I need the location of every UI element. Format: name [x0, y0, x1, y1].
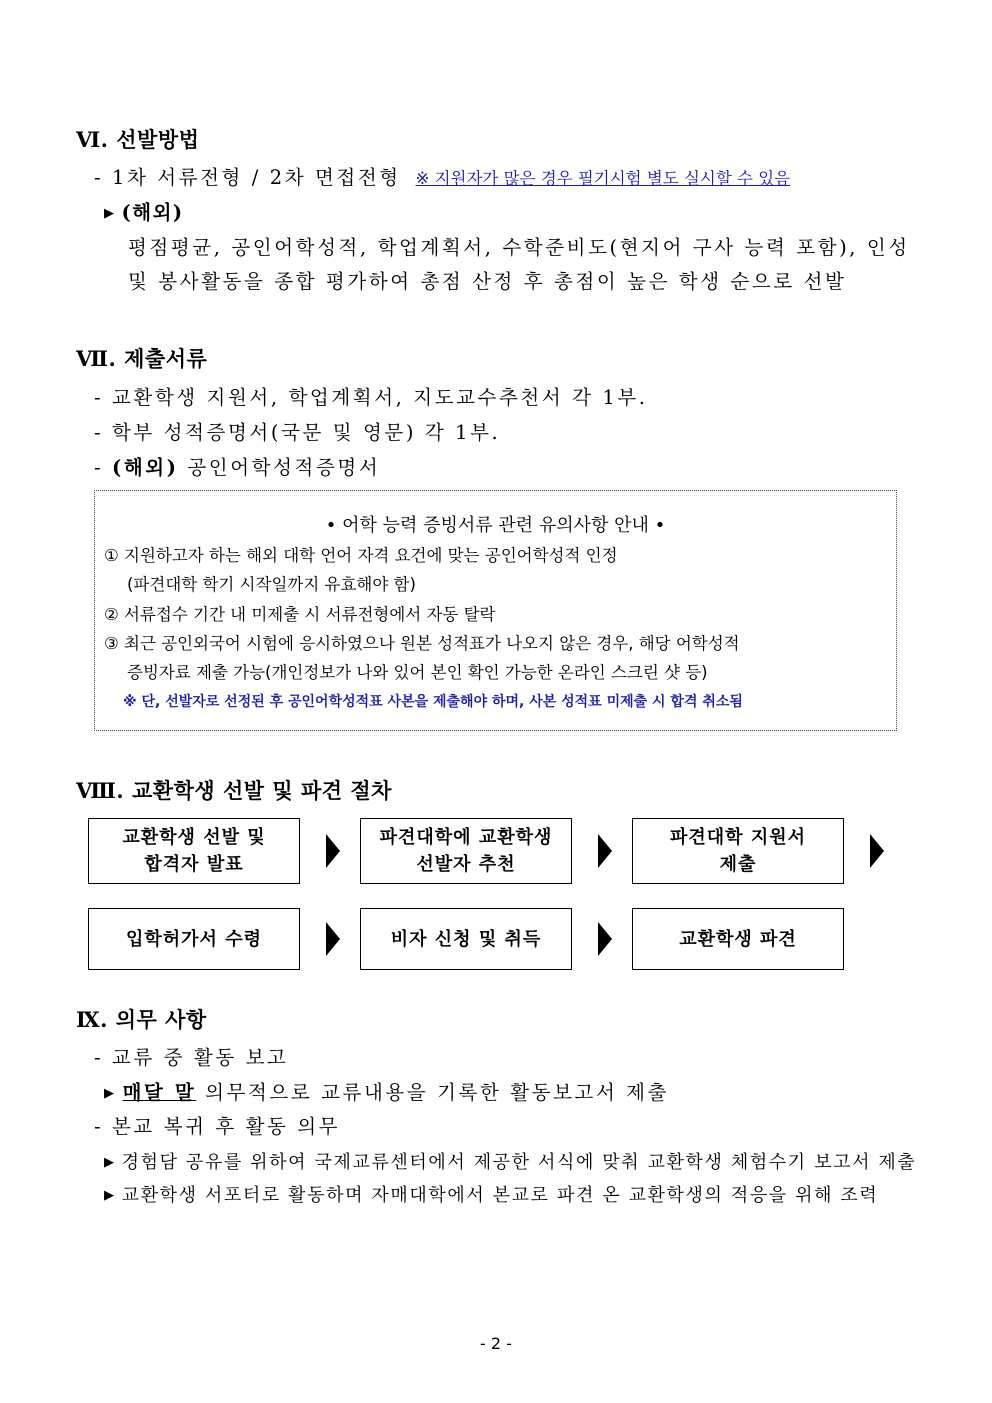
section-8-title: Ⅷ. 교환학생 선발 및 파견 절차 [76, 778, 392, 803]
process-step-3: 파견대학 지원서 제출 [632, 818, 844, 884]
duties-sub-2-text: 경험담 공유를 위하여 국제교류센터에서 제공한 서식에 맞춰 교환학생 체험수기 보고서 제출 [121, 1152, 917, 1173]
documents-item-3-overseas: (해외) [112, 456, 179, 479]
documents-item-2: - 학부 성적증명서(국문 및 영문) 각 1부. [94, 421, 501, 444]
arrow-right-icon [324, 922, 342, 956]
notice-line-3: ② 서류접수 기간 내 미제출 시 서류전형에서 자동 탈락 [104, 605, 496, 624]
selection-method-text: - 1차 서류전형 / 2차 면접전형 [94, 166, 401, 189]
arrow-right-icon [868, 834, 886, 868]
duties-sub-1-text: 의무적으로 교류내용을 기록한 활동보고서 제출 [205, 1081, 670, 1104]
section-9-title: Ⅸ. 의무 사항 [76, 1007, 207, 1032]
evaluation-paragraph-line-2: 및 봉사활동을 종합 평가하여 총점 산정 후 총점이 높은 학생 순으로 선발 [128, 270, 847, 293]
selection-method-line [94, 162, 790, 190]
language-notice-box [94, 490, 897, 731]
triangle-bullet-icon: ▶ [104, 206, 116, 221]
notice-line-1: ① 지원하고자 하는 해외 대학 언어 자격 요건에 맞는 공인어학성적 인정 [104, 546, 618, 565]
documents-item-3-dash: - [94, 456, 104, 479]
process-step-1: 교환학생 선발 및 합격자 발표 [88, 818, 300, 884]
documents-item-1: - 교환학생 지원서, 학업계획서, 지도교수추천서 각 1부. [94, 386, 648, 409]
triangle-bullet-icon: ▶ [104, 1086, 117, 1101]
duties-sub-2 [104, 1148, 916, 1174]
documents-item-3-text: 공인어학성적증명서 [187, 456, 381, 479]
evaluation-paragraph-line-1: 평점평균, 공인어학성적, 학업계획서, 수학준비도(현지어 구사 능력 포함), 인성 [128, 236, 910, 259]
process-step-5: 비자 신청 및 취득 [360, 908, 572, 970]
page-number: - 2 - [480, 1334, 512, 1353]
notice-warning: ※ 단, 선발자로 선정된 후 공인어학성적표 사본을 제출해야 하며, 사본 성적표 미제출 시 합격 취소됨 [123, 694, 743, 710]
triangle-bullet-icon: ▶ [104, 1188, 116, 1203]
section-7-title: Ⅶ. 제출서류 [76, 346, 208, 371]
duties-sub-3-text: 교환학생 서포터로 활동하며 자매대학에서 본교로 파견 온 교환학생의 적응을 위해 조력 [121, 1185, 879, 1206]
section-6-title: Ⅵ. 선발방법 [76, 127, 200, 152]
duties-item-2: - 본교 복귀 후 활동 의무 [94, 1115, 341, 1138]
notice-line-4: ③ 최근 공인외국어 시험에 응시하였으나 원본 성적표가 나오지 않은 경우, 해당 어학성적 [104, 634, 740, 653]
notice-title: • 어학 능력 증빙서류 관련 유의사항 안내 • [325, 515, 666, 536]
documents-item-3 [94, 452, 380, 480]
notice-line-5: 증빙자료 제출 가능(개인정보가 나와 있어 본인 확인 가능한 온라인 스크린 샷 등) [127, 663, 708, 682]
process-step-2: 파견대학에 교환학생 선발자 추천 [360, 818, 572, 884]
duties-sub-3 [104, 1181, 878, 1207]
process-step-4: 입학허가서 수령 [88, 908, 300, 970]
arrow-right-icon [596, 834, 614, 868]
notice-line-2: (파견대학 학기 시작일까지 유효해야 함) [127, 575, 416, 594]
overseas-label-line [104, 197, 184, 225]
duties-item-1: - 교류 중 활동 보고 [94, 1046, 289, 1069]
arrow-right-icon [324, 834, 342, 868]
written-exam-note: ※ 지원자가 많은 경우 필기시험 별도 실시할 수 있음 [415, 169, 791, 188]
overseas-label: (해외) [121, 201, 184, 224]
monthly-end-label: 매달 말 [122, 1081, 197, 1104]
process-step-6: 교환학생 파견 [632, 908, 844, 970]
triangle-bullet-icon: ▶ [104, 1155, 116, 1170]
duties-sub-1 [104, 1077, 669, 1105]
arrow-right-icon [596, 922, 614, 956]
